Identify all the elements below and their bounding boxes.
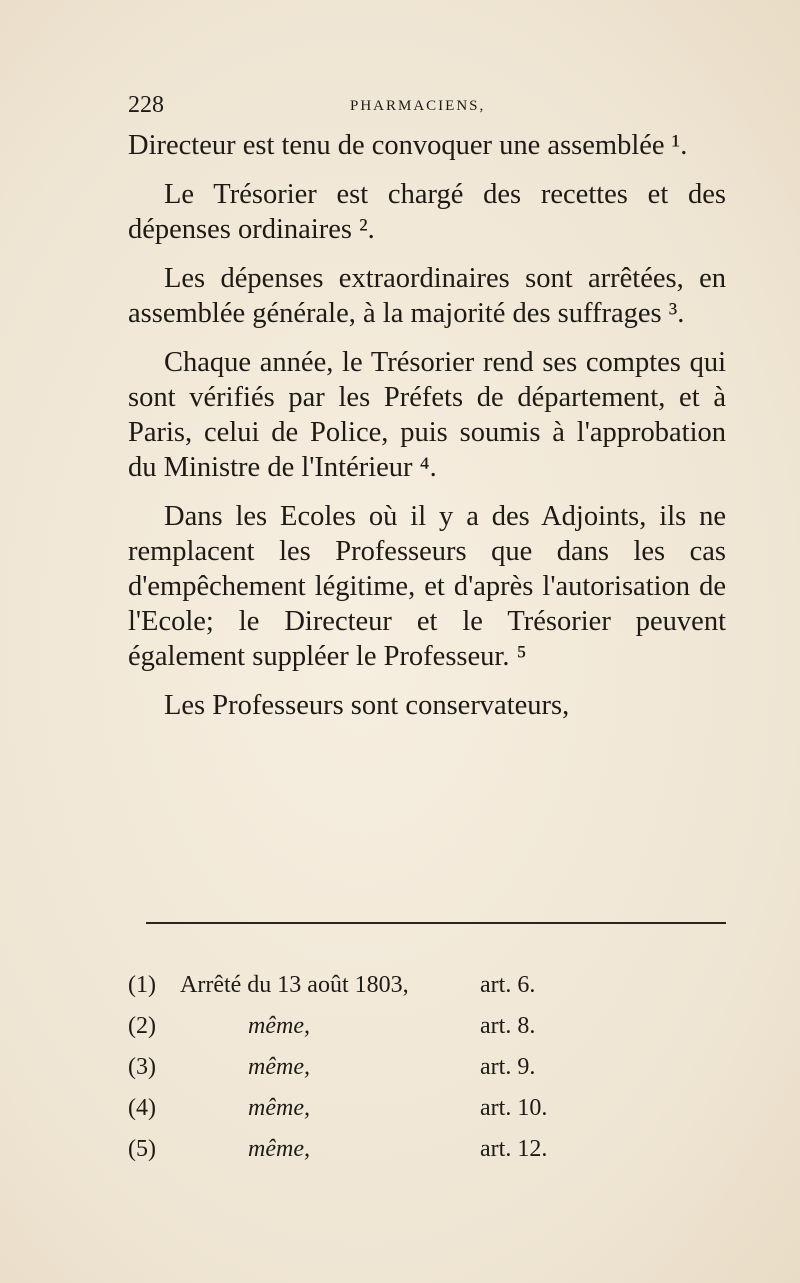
footnote-source: même,	[248, 1054, 310, 1080]
footnote	[128, 1054, 588, 1090]
footnote-article: art. 8.	[480, 1013, 536, 1039]
footnote-article: art. 10.	[480, 1095, 548, 1121]
footnote-number: (5)	[128, 1136, 156, 1162]
footnote-source: même,	[248, 1013, 310, 1039]
paragraph: Le Trésorier est chargé des recettes et des dépenses ordinaires ².	[128, 179, 726, 245]
paragraph: Chaque année, le Trésorier rend ses comptes qui sont vérifiés par les Préfets de département, et à Paris, celui de Police, puis soumis à l'approbation du Ministre de l'Intérieur ⁴.	[128, 347, 726, 483]
footnote	[128, 972, 588, 1008]
page-number: 228	[128, 92, 164, 118]
footnote-article: art. 12.	[480, 1136, 548, 1162]
footnote-number: (2)	[128, 1013, 156, 1039]
footnote-source: même,	[248, 1136, 310, 1162]
paragraph: Dans les Ecoles où il y a des Adjoints, ils ne remplacent les Professeurs que dans les cas d'empêchement légitime, et d'après l'autorisation de l'Ecole; le Directeur et le Trésorier peuvent également suppléer le Professeur. ⁵	[128, 501, 726, 672]
footnote	[128, 1136, 588, 1172]
footnote-article: art. 6.	[480, 972, 536, 998]
footnote-source: même,	[248, 1095, 310, 1121]
footnotes	[128, 972, 588, 1177]
footnote-number: (3)	[128, 1054, 156, 1080]
footnote-number: (4)	[128, 1095, 156, 1121]
page-header	[128, 92, 728, 122]
paragraph: Les dépenses extraordinaires sont arrêtées, en assemblée générale, à la majorité des suffrages ³.	[128, 263, 726, 329]
running-head: PHARMACIENS,	[350, 98, 486, 114]
footnote	[128, 1013, 588, 1049]
body-text	[128, 128, 726, 723]
footnote-article: art. 9.	[480, 1054, 536, 1080]
footnote-source: Arrêté du 13 août 1803,	[180, 972, 409, 998]
footnote	[128, 1095, 588, 1131]
footnote-divider	[146, 922, 726, 924]
paragraph-continuation: Directeur est tenu de convoquer une assemblée ¹.	[128, 130, 688, 161]
paragraph: Les Professeurs sont conservateurs,	[164, 690, 570, 721]
footnote-number: (1)	[128, 972, 156, 998]
